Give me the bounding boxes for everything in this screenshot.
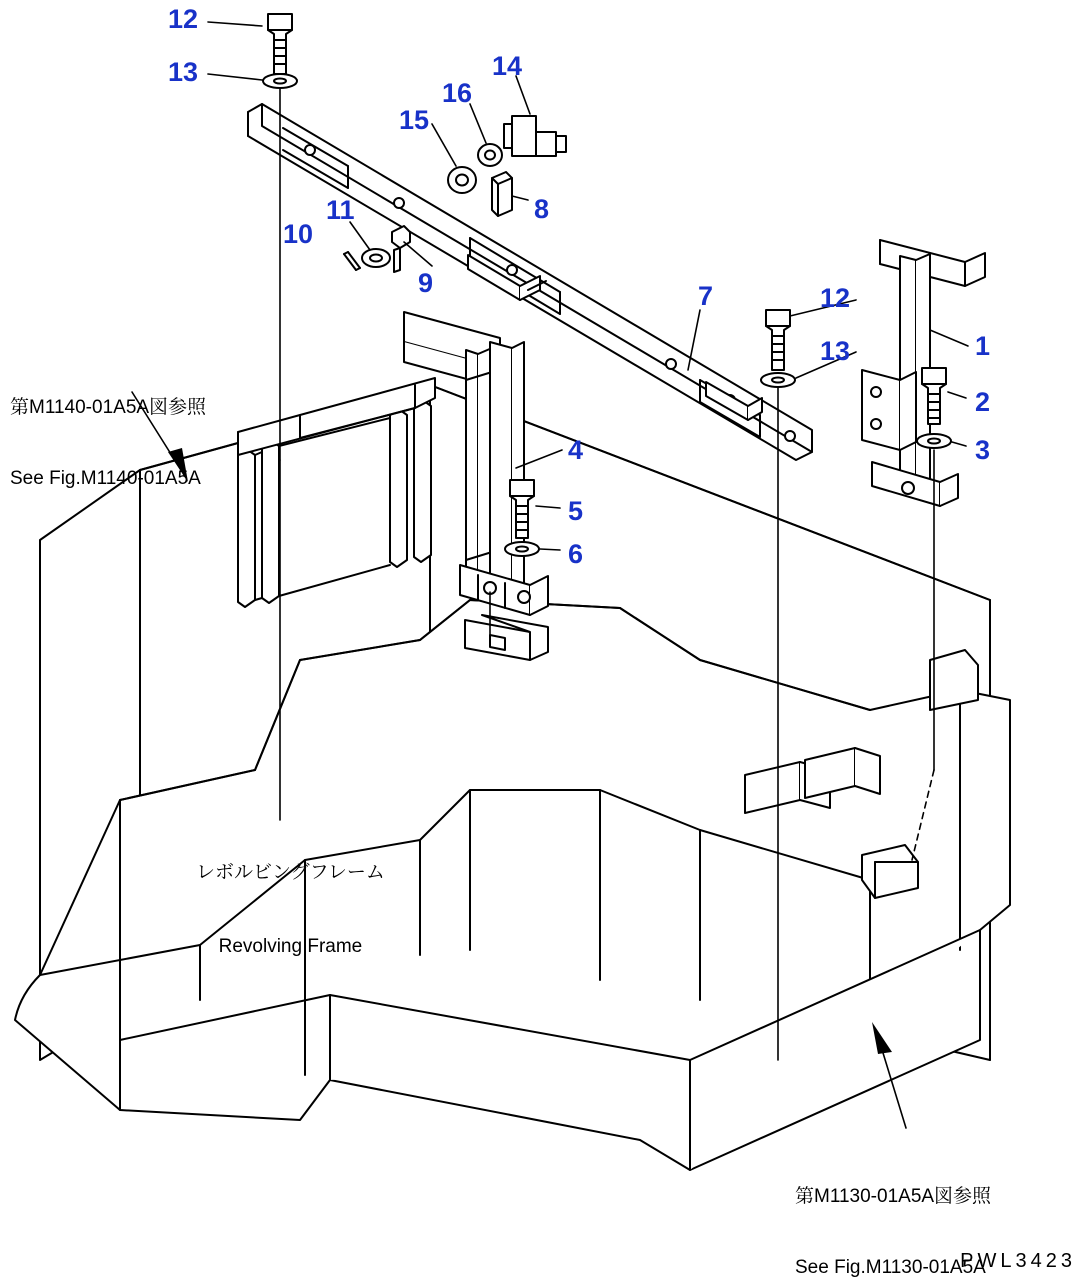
callout-12-top: 12 bbox=[168, 4, 199, 34]
callout-16: 16 bbox=[442, 78, 473, 108]
callout-10: 10 bbox=[283, 219, 314, 249]
part-label-revolving-frame bbox=[196, 812, 385, 1010]
washer-6 bbox=[505, 542, 539, 556]
bushing-15 bbox=[448, 167, 476, 193]
callout-15: 15 bbox=[399, 105, 430, 135]
pin-8 bbox=[492, 172, 512, 216]
bolt-12-top-left bbox=[268, 14, 292, 74]
bolt-12-mid bbox=[766, 310, 790, 370]
callout-6: 6 bbox=[568, 539, 584, 569]
washer-3 bbox=[917, 434, 951, 448]
callout-3: 3 bbox=[975, 435, 991, 465]
callout-7: 7 bbox=[698, 281, 714, 311]
drawing-code: PWL3423 bbox=[960, 1250, 1076, 1272]
part-label-revolving-frame-jp: レボルビングフレーム bbox=[196, 862, 385, 884]
screw-9 bbox=[392, 226, 410, 272]
callout-12-mid: 12 bbox=[820, 283, 851, 313]
clip-10 bbox=[344, 252, 360, 270]
washer-13-mid bbox=[761, 373, 795, 387]
washer-13-top-left bbox=[263, 74, 297, 88]
callout-2: 2 bbox=[975, 387, 991, 417]
fitting-14 bbox=[504, 116, 566, 156]
callout-14: 14 bbox=[492, 51, 523, 81]
callout-8: 8 bbox=[534, 194, 550, 224]
reference-note-m1130-jp: 第M1130-01A5A図参照 bbox=[795, 1185, 992, 1207]
callout-13-top: 13 bbox=[168, 57, 199, 87]
reference-note-m1140 bbox=[10, 348, 206, 538]
nut-11 bbox=[362, 249, 390, 267]
reference-note-m1140-jp: 第M1140-01A5A図参照 bbox=[10, 396, 207, 418]
reference-note-m1130-en: See Fig.M1130-01A5A bbox=[795, 1256, 986, 1278]
callout-5: 5 bbox=[568, 496, 584, 526]
callout-1: 1 bbox=[975, 331, 991, 361]
callout-11: 11 bbox=[326, 195, 355, 225]
reference-note-m1140-en: See Fig.M1140-01A5A bbox=[10, 467, 201, 489]
washer-16 bbox=[478, 144, 502, 166]
callout-9: 9 bbox=[418, 268, 434, 298]
callout-4: 4 bbox=[568, 435, 584, 465]
callout-13-mid: 13 bbox=[820, 336, 851, 366]
part-label-revolving-frame-en: Revolving Frame bbox=[218, 936, 363, 958]
